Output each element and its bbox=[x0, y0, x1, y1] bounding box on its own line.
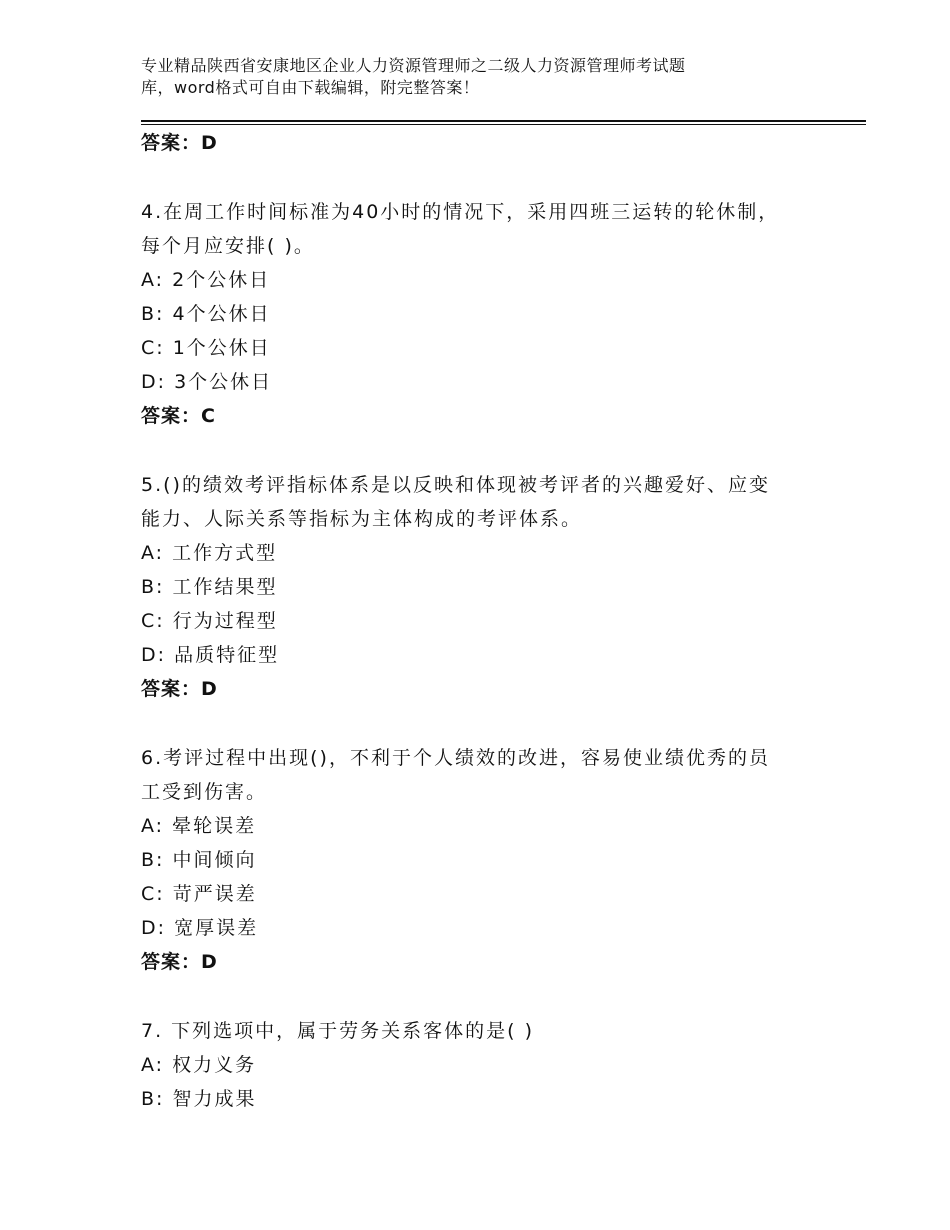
header-divider bbox=[141, 120, 866, 125]
header-divider-thick bbox=[141, 120, 866, 122]
previous-answer: 答案：D bbox=[141, 132, 218, 154]
q4-answer: 答案：C bbox=[141, 405, 216, 427]
q5-option-a: A: 工作方式型 bbox=[141, 542, 278, 564]
q7-option-b: B: 智力成果 bbox=[141, 1088, 257, 1110]
q5-stem-line-1: 5.()的绩效考评指标体系是以反映和体现被考评者的兴趣爱好、应变 bbox=[141, 474, 770, 496]
q4-option-d: D: 3个公休日 bbox=[141, 371, 273, 393]
header-divider-thin bbox=[141, 124, 866, 125]
q6-answer: 答案：D bbox=[141, 951, 218, 973]
q5-option-d: D: 品质特征型 bbox=[141, 644, 280, 666]
q4-option-a: A: 2个公休日 bbox=[141, 269, 271, 291]
q4-stem-line-2: 每个月应安排( )。 bbox=[141, 235, 315, 257]
q6-option-a: A: 晕轮误差 bbox=[141, 815, 257, 837]
q6-option-b: B: 中间倾向 bbox=[141, 849, 257, 871]
q5-option-b: B: 工作结果型 bbox=[141, 576, 278, 598]
q6-stem-line-1: 6.考评过程中出现()，不利于个人绩效的改进，容易使业绩优秀的员 bbox=[141, 747, 770, 769]
q6-option-c: C: 苛严误差 bbox=[141, 883, 257, 905]
q4-stem-line-1: 4.在周工作时间标准为40小时的情况下，采用四班三运转的轮休制， bbox=[141, 201, 780, 223]
document-header bbox=[141, 55, 821, 99]
header-title-line-1: 专业精品陕西省安康地区企业人力资源管理师之二级人力资源管理师考试题 bbox=[141, 56, 686, 75]
q7-option-a: A: 权力义务 bbox=[141, 1054, 257, 1076]
q6-option-d: D: 宽厚误差 bbox=[141, 917, 259, 939]
q5-option-c: C: 行为过程型 bbox=[141, 610, 278, 632]
q5-answer: 答案：D bbox=[141, 678, 218, 700]
q7-stem-line-1: 7. 下列选项中，属于劳务关系客体的是( ) bbox=[141, 1020, 535, 1042]
header-title-line-2: 库，word格式可自由下载编辑，附完整答案！ bbox=[141, 78, 480, 97]
q4-option-b: B: 4个公休日 bbox=[141, 303, 271, 325]
q5-stem-line-2: 能力、人际关系等指标为主体构成的考评体系。 bbox=[141, 508, 583, 530]
q6-stem-line-2: 工受到伤害。 bbox=[141, 781, 268, 803]
q4-option-c: C: 1个公休日 bbox=[141, 337, 271, 359]
